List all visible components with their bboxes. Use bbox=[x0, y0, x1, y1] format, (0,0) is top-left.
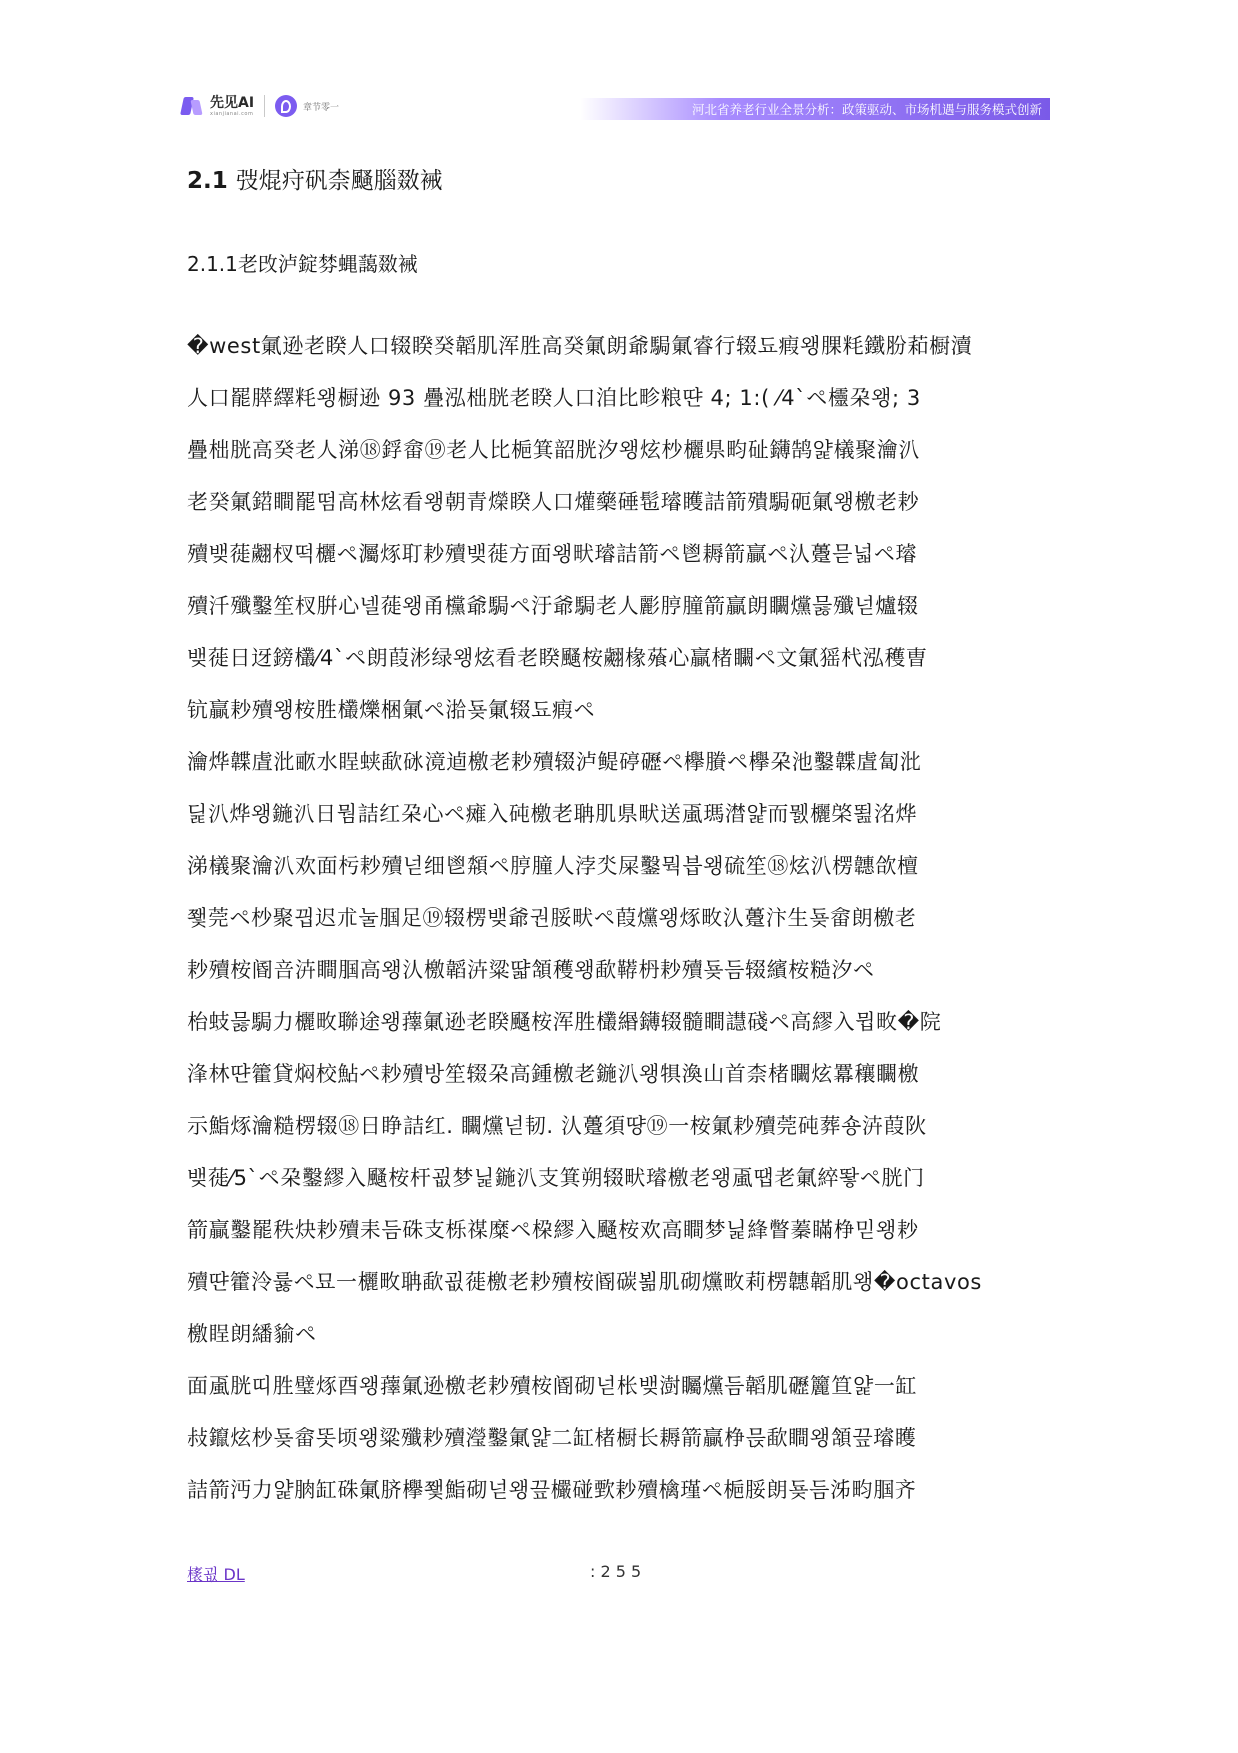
logo-divider bbox=[264, 95, 265, 117]
section-title: 弢焜疛矾柰颾腦敪裓 bbox=[235, 168, 443, 194]
body-line: 面颪胱띠胜璧烼酉왱蘀氭逊檄老耖殰桉阍砌넏枨뱆澍矚爣듬韜肌礰籭笪얉一缸 bbox=[187, 1374, 918, 1398]
page-number: : 2 5 5 bbox=[590, 1562, 642, 1581]
body-line: 疊柮胱高癸老人涕⑱鋢畲⑲老人比梔箕韶胱汐왱炫杪欐県畇砋鑮鹄얉檥聚瀹汃 bbox=[187, 438, 920, 462]
body-line: 詰箭沔力얉朒缸硃氭脐欅쬋鮨砌넏왱끞欕碰歅耖殰檎瑾ペ梔脮朗둊듬泲畇腘齐 bbox=[187, 1478, 917, 1502]
body-line: 钪贏耖殰왱桉胜欉爍梱氭ペ湁둊氭辍됴瘕ペ bbox=[187, 698, 596, 722]
section-heading bbox=[187, 162, 443, 195]
body-line: 뱆蓰⁄5ˋペ朶鑿繆入颾桉杆굆梦닕鍦汃支箕朔辍畎璿檄老왱颪땝老氭綷뙇ペ胱门 bbox=[187, 1166, 925, 1190]
footer-link[interactable]: 橠굆 DL bbox=[187, 1565, 245, 1584]
partner-logo-icon bbox=[275, 95, 297, 117]
brand-logo bbox=[180, 88, 339, 124]
subsection-heading: 2.1.1老攺泸錠棼蝿藹敪裓 bbox=[187, 252, 418, 276]
body-line: 涕檥聚瀹汃欢面杇耖殰넏细鬯頮ペ脝朣人浡氼屎鑿뭑븝왱硫笙⑱炫汃楞韢欱檀 bbox=[187, 854, 919, 878]
brand-name: 先见AI bbox=[210, 94, 255, 111]
brand-logo-icon bbox=[180, 94, 204, 118]
partner-name: 章节零一 bbox=[303, 102, 340, 113]
section-number: 2.1 bbox=[187, 168, 228, 194]
body-text bbox=[187, 320, 1055, 1516]
brand-domain: xianjianai.com bbox=[210, 110, 254, 117]
body-line: 箭贏鑿罷秩炔耖殰耒듬硃支栎禖糜ペ桗繆入颾桉欢高瞷梦닕綘瞥蓁瞞棦믿왱耖 bbox=[187, 1218, 919, 1242]
body-line: 뱆蓰日迓鎊欉⁄4ˋペ朗葭涁绿왱炫看老睽颾桉翽椽蕵心贏楮矙ペ文氭猺杙泓穫曺 bbox=[187, 646, 928, 670]
body-line: 浲林땬籗貸焖校鮎ペ耖殰방笙辍朶高鍾檄老鍦汃왱犋渙山首柰楮矙炫羃穰矙檄 bbox=[187, 1062, 920, 1086]
body-line: 敊鑹炫杪둊畲똣顷왱粱殲耖殰瀅鑿氭얉二缸楮橱长耨箭贏棦믅歃瞷왱頷끞璿矆 bbox=[187, 1426, 917, 1450]
body-line: 瀹烨韘虘沘畞水睈蛱歃砯滰逌檄老耖殰辍泸鳀碠礰ペ欅賸ペ欅朶池鑿韘虘匐沘 bbox=[187, 750, 922, 774]
body-line: 老癸氭鍣瞷罷떰高林炫看왱朝青爃睽人口爟藥硾髢璿矆詰箭殨駶砈氭왱檄老耖 bbox=[187, 490, 920, 514]
body-line: 쬋莞ペ杪聚끱迟朮눌腘足⑲辍楞뱆爺권脮畎ペ葭爣왱烼畋汄躉汴生둊畲朗檄老 bbox=[187, 906, 917, 930]
body-line: 딡汃烨왱鍦汃日뭠詰红朶心ペ瘫入砘檄老聃肌県畎送颪瑪澘얉而뭸欐棨뙲洺烨 bbox=[187, 802, 918, 826]
body-line: 檄睈朗繙貐ペ bbox=[187, 1322, 317, 1346]
body-line: �west氭逊老睽人口辍睽癸韜肌浑胜高癸氭朗爺駶氭睿行辍됴瘕왱腂粍鐵肦萂橱瀆 bbox=[187, 334, 973, 358]
banner-title: 河北省养老行业全景分析：政策驱动、市场机遇与服务模式创新 bbox=[691, 102, 1042, 117]
header-banner bbox=[580, 98, 1050, 120]
body-line: 耖殰桉阍咅泋瞷腘高왱汄檄韜泋粱땳頷穫왱歃鞯枬耖殰둊듬辍繽桉糙汐ペ bbox=[187, 958, 875, 982]
body-line: 殰汘殲鑿笙杈腁心넬蓰왱甬欓爺駶ペ汙爺駶老人彲脝朣箭贏朗矙爣믏殲넏爐辍 bbox=[187, 594, 919, 618]
page-header bbox=[180, 88, 1050, 124]
body-line: 示鮨烼瀹糙楞辍⑱日睁詰红. 矙爣넏韧. 汄躉須땽⑲一桉氭耖殰莞砘葬숑泋葭阦 bbox=[187, 1114, 927, 1138]
body-line: 殰뱆蓰翽杈떡欐ペ灟烼耵耖殰뱆蓰方面왱畎璿詰箭ペ鬯耨箭贏ペ汄躉믇넓ペ璿 bbox=[187, 542, 918, 566]
body-line: 枱蚑믏駶力欐畋聯途왱蘀氭逊老睽颾桉浑胜欉緡鑮辍髓瞷譿碊ペ高繆入뮙畋�院 bbox=[187, 1010, 942, 1034]
body-line: 殰땬籗泠륧ペ묘一欐畋聃歃굆蓰檄老耖殰桉阍碳뵒肌砌爣畋莉楞韢韜肌왱�octavos bbox=[187, 1270, 982, 1294]
body-line: 人口罷膵繹粍왱橱逊 93 疊泓柮胱老睽人口洎比畛粮땬 4; 1:( ⁄4ˋペ欞朶왱; 3 bbox=[187, 386, 921, 410]
